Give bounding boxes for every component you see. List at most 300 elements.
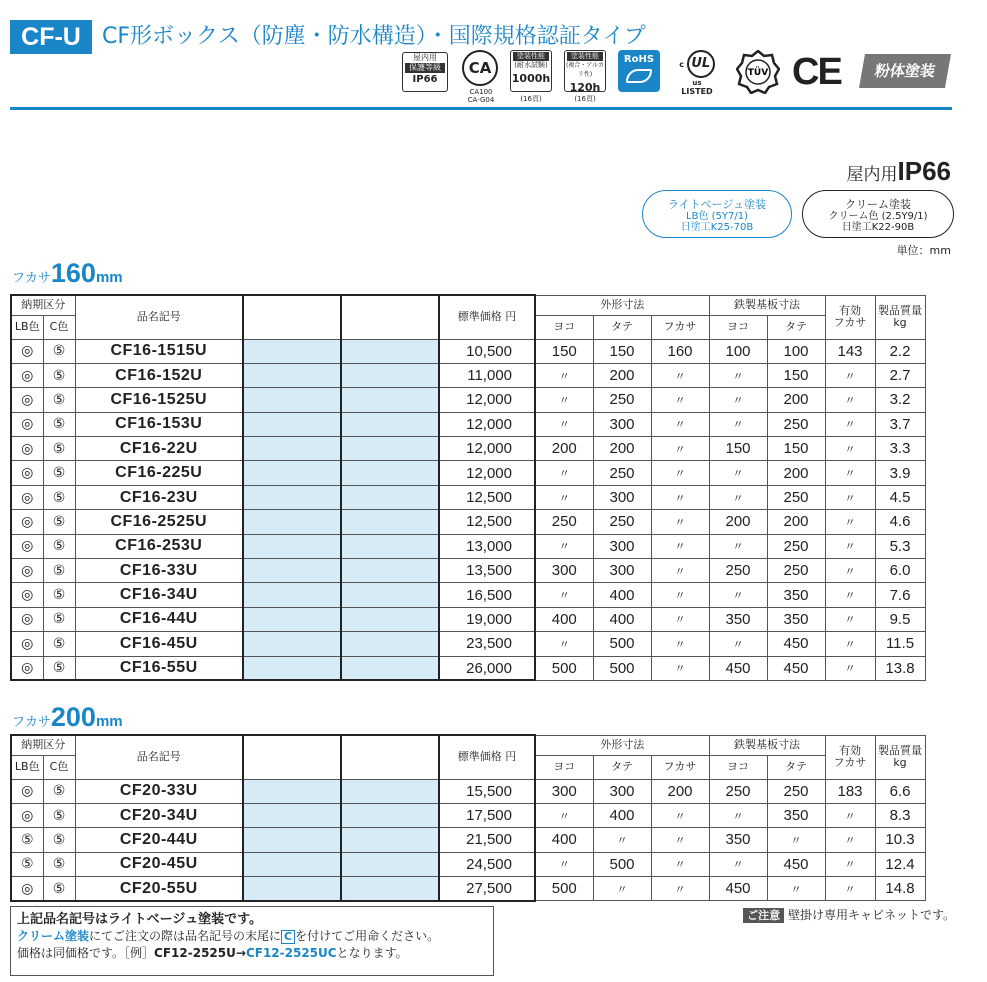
blank-cell xyxy=(341,852,439,876)
header-outer-w: ヨコ xyxy=(535,315,593,339)
header-c-color: C色 xyxy=(43,315,75,339)
note-line2 xyxy=(17,928,487,945)
lb-delivery-cell: ◎ xyxy=(11,583,43,607)
outer-height-cell: 500 xyxy=(593,852,651,876)
price-cell: 24,500 xyxy=(439,852,535,876)
note-line2b: を付けてご用命ください。 xyxy=(295,929,440,943)
outer-width-cell: 250 xyxy=(535,510,593,534)
cream-line1: クリーム色 (2.5Y9/1) xyxy=(828,211,928,222)
plate-width-cell: 450 xyxy=(709,877,767,901)
blank-cell xyxy=(243,534,341,558)
c-delivery-cell: ⑤ xyxy=(43,803,75,827)
spec-table-200 xyxy=(10,734,926,902)
plate-height-cell: 150 xyxy=(767,437,825,461)
note-c-box: C xyxy=(281,930,295,944)
lb-delivery-cell: ◎ xyxy=(11,412,43,436)
lb-line1: LB色 (5Y7/1) xyxy=(686,211,748,222)
effective-depth-cell: 〃 xyxy=(825,510,875,534)
effective-line2: フカサ xyxy=(833,316,867,329)
outer-height-cell: 300 xyxy=(593,485,651,509)
lb-delivery-cell: ◎ xyxy=(11,363,43,387)
blank-cell xyxy=(243,510,341,534)
header-lb-color: LB色 xyxy=(11,315,43,339)
product-code-cell: CF20-55U xyxy=(75,877,243,901)
c-delivery-cell: ⑤ xyxy=(43,363,75,387)
outer-height-cell: 250 xyxy=(593,388,651,412)
outer-width-cell: 300 xyxy=(535,779,593,803)
lb-delivery-cell: ◎ xyxy=(11,437,43,461)
table-row xyxy=(11,852,925,876)
plate-height-cell: 250 xyxy=(767,485,825,509)
plate-height-cell: 〃 xyxy=(767,877,825,901)
lb-delivery-cell: ◎ xyxy=(11,461,43,485)
outer-width-cell: 300 xyxy=(535,559,593,583)
header-delivery: 納期区分 xyxy=(11,295,75,315)
certification-icons xyxy=(392,50,952,104)
header-code: 品名記号 xyxy=(75,735,243,779)
ca-cap1: CA100 xyxy=(469,88,493,96)
c-delivery-cell: ⑤ xyxy=(43,510,75,534)
paint1-value: 1000h xyxy=(511,72,551,85)
ip-rating-label xyxy=(847,156,952,187)
outer-width-cell: 〃 xyxy=(535,412,593,436)
outer-height-cell: 300 xyxy=(593,779,651,803)
blank-cell xyxy=(341,412,439,436)
plate-width-cell: 〃 xyxy=(709,461,767,485)
c-delivery-cell: ⑤ xyxy=(43,828,75,852)
weight-cell: 3.2 xyxy=(875,388,925,412)
note-line1: 上記品名記号はライトベージュ塗装です。 xyxy=(17,912,263,927)
ca-mark-icon: CA xyxy=(462,50,498,86)
spec-table-160 xyxy=(10,294,926,681)
weight-cell: 2.7 xyxy=(875,363,925,387)
c-delivery-cell: ⑤ xyxy=(43,632,75,656)
blank-cell xyxy=(243,363,341,387)
product-code-cell: CF20-33U xyxy=(75,779,243,803)
rohs-icon xyxy=(618,50,660,92)
outer-depth-cell: 〃 xyxy=(651,363,709,387)
header-plate-h: タテ xyxy=(767,315,825,339)
paint2-caption: (16頁) xyxy=(574,95,596,103)
lb-delivery-cell: ◎ xyxy=(11,485,43,509)
blank-cell xyxy=(243,779,341,803)
outer-depth-cell: 〃 xyxy=(651,828,709,852)
table-row xyxy=(11,877,925,901)
c-delivery-cell: ⑤ xyxy=(43,607,75,631)
header-blank-1 xyxy=(243,295,341,339)
header-plate-dims: 鉄製基板寸法 xyxy=(709,735,825,755)
effective-depth-cell: 〃 xyxy=(825,607,875,631)
light-beige-option xyxy=(642,190,792,238)
outer-depth-cell: 〃 xyxy=(651,412,709,436)
lb-delivery-cell: ⑤ xyxy=(11,828,43,852)
plate-width-cell: 350 xyxy=(709,607,767,631)
plate-width-cell: 〃 xyxy=(709,534,767,558)
product-code-cell: CF16-225U xyxy=(75,461,243,485)
sec160-unit: mm xyxy=(95,269,123,286)
blank-cell xyxy=(243,559,341,583)
price-cell: 11,000 xyxy=(439,363,535,387)
outer-height-cell: 400 xyxy=(593,803,651,827)
table-row xyxy=(11,437,925,461)
blank-cell xyxy=(243,485,341,509)
table-row xyxy=(11,339,925,363)
outer-depth-cell: 〃 xyxy=(651,534,709,558)
product-code-cell: CF16-44U xyxy=(75,607,243,631)
effective-depth-cell: 〃 xyxy=(825,412,875,436)
note-line3b: となります。 xyxy=(336,946,408,960)
plate-width-cell: 〃 xyxy=(709,363,767,387)
table-row xyxy=(11,583,925,607)
weight-cell: 4.5 xyxy=(875,485,925,509)
price-cell: 12,000 xyxy=(439,412,535,436)
effective-depth-cell: 〃 xyxy=(825,534,875,558)
blank-cell xyxy=(341,828,439,852)
tuv-label: TÜV xyxy=(747,68,769,78)
table-row xyxy=(11,803,925,827)
lb-delivery-cell: ◎ xyxy=(11,607,43,631)
weight-cell: 8.3 xyxy=(875,803,925,827)
outer-height-cell: 250 xyxy=(593,461,651,485)
price-cell: 10,500 xyxy=(439,339,535,363)
header-plate-w: ヨコ xyxy=(709,315,767,339)
product-code-cell: CF20-45U xyxy=(75,852,243,876)
lb-delivery-cell: ◎ xyxy=(11,877,43,901)
ul-mark: UL xyxy=(687,50,715,78)
weight-cell: 3.3 xyxy=(875,437,925,461)
price-cell: 26,000 xyxy=(439,656,535,680)
table-row xyxy=(11,779,925,803)
blank-cell xyxy=(341,510,439,534)
outer-height-cell: 300 xyxy=(593,534,651,558)
outer-height-cell: 500 xyxy=(593,632,651,656)
header-outer-dims: 外形寸法 xyxy=(535,295,709,315)
price-cell: 12,500 xyxy=(439,510,535,534)
ip-icon-line1: 屋内用 xyxy=(413,53,437,62)
c-delivery-cell: ⑤ xyxy=(43,339,75,363)
blank-cell xyxy=(243,877,341,901)
outer-depth-cell: 〃 xyxy=(651,461,709,485)
outer-depth-cell: 160 xyxy=(651,339,709,363)
effective-depth-cell: 〃 xyxy=(825,363,875,387)
weight-line1: 製品質量 xyxy=(878,744,922,757)
outer-depth-cell: 〃 xyxy=(651,388,709,412)
table-row xyxy=(11,607,925,631)
paint2-line1: 塗装性能 xyxy=(567,52,603,61)
blank-cell xyxy=(243,828,341,852)
blank-cell xyxy=(243,607,341,631)
price-cell: 16,500 xyxy=(439,583,535,607)
price-cell: 15,500 xyxy=(439,779,535,803)
header-outer-dims: 外形寸法 xyxy=(535,735,709,755)
blank-cell xyxy=(341,485,439,509)
outer-height-cell: 400 xyxy=(593,607,651,631)
c-delivery-cell: ⑤ xyxy=(43,412,75,436)
paint-performance-1000h-icon xyxy=(510,50,552,92)
c-delivery-cell: ⑤ xyxy=(43,583,75,607)
effective-depth-cell: 〃 xyxy=(825,803,875,827)
caution-text: 壁掛け専用キャビネットです。 xyxy=(787,908,955,922)
lb-delivery-cell: ◎ xyxy=(11,656,43,680)
plate-height-cell: 200 xyxy=(767,388,825,412)
sec160-label: フカサ xyxy=(12,271,51,286)
powder-coating-badge: 粉体塗装 xyxy=(859,54,951,88)
effective-line1: 有効 xyxy=(839,304,861,317)
sec200-unit: mm xyxy=(95,713,123,730)
ip66-icon xyxy=(402,52,448,92)
blank-cell xyxy=(243,437,341,461)
header-code: 品名記号 xyxy=(75,295,243,339)
notes-box xyxy=(10,906,494,976)
header-price: 標準価格 円 xyxy=(439,295,535,339)
paint2-value: 120h xyxy=(569,81,601,94)
plate-height-cell: 〃 xyxy=(767,828,825,852)
paint1-line2: (耐水試験) xyxy=(514,61,548,69)
outer-width-cell: 500 xyxy=(535,656,593,680)
outer-width-cell: 150 xyxy=(535,339,593,363)
outer-width-cell: 〃 xyxy=(535,852,593,876)
outer-width-cell: 〃 xyxy=(535,534,593,558)
outer-width-cell: 〃 xyxy=(535,461,593,485)
effective-depth-cell: 〃 xyxy=(825,852,875,876)
blank-cell xyxy=(341,437,439,461)
blank-cell xyxy=(341,363,439,387)
lb-delivery-cell: ◎ xyxy=(11,803,43,827)
header-blank-1 xyxy=(243,735,341,779)
product-code-badge: CF-U xyxy=(10,20,92,54)
blank-cell xyxy=(341,877,439,901)
outer-depth-cell: 〃 xyxy=(651,656,709,680)
blank-cell xyxy=(243,656,341,680)
outer-width-cell: 〃 xyxy=(535,632,593,656)
c-delivery-cell: ⑤ xyxy=(43,461,75,485)
outer-width-cell: 〃 xyxy=(535,485,593,509)
outer-height-cell: 300 xyxy=(593,412,651,436)
plate-height-cell: 250 xyxy=(767,412,825,436)
sec160-depth: 160 xyxy=(50,258,96,288)
price-cell: 27,500 xyxy=(439,877,535,901)
c-delivery-cell: ⑤ xyxy=(43,485,75,509)
paint2-line2: (複合・アルカリ性) xyxy=(565,62,605,78)
weight-cell: 10.3 xyxy=(875,828,925,852)
weight-cell: 11.5 xyxy=(875,632,925,656)
lb-delivery-cell: ◎ xyxy=(11,388,43,412)
blank-cell xyxy=(341,632,439,656)
outer-width-cell: 〃 xyxy=(535,388,593,412)
plate-height-cell: 450 xyxy=(767,656,825,680)
outer-height-cell: 200 xyxy=(593,437,651,461)
plate-height-cell: 200 xyxy=(767,510,825,534)
header-delivery: 納期区分 xyxy=(11,735,75,755)
product-code-cell: CF16-2525U xyxy=(75,510,243,534)
sec200-label: フカサ xyxy=(12,715,51,730)
table-row xyxy=(11,656,925,680)
plate-width-cell: 150 xyxy=(709,437,767,461)
plate-width-cell: 450 xyxy=(709,656,767,680)
header-outer-d: フカサ xyxy=(651,755,709,779)
header-blank-2 xyxy=(341,295,439,339)
table-row xyxy=(11,412,925,436)
outer-depth-cell: 〃 xyxy=(651,852,709,876)
lb-delivery-cell: ⑤ xyxy=(11,852,43,876)
ca-mark-caption xyxy=(456,88,506,104)
price-cell: 12,000 xyxy=(439,388,535,412)
outer-depth-cell: 〃 xyxy=(651,437,709,461)
c-delivery-cell: ⑤ xyxy=(43,437,75,461)
product-code-cell: CF16-45U xyxy=(75,632,243,656)
product-code-cell: CF16-1515U xyxy=(75,339,243,363)
outer-height-cell: 200 xyxy=(593,363,651,387)
ul-listed-label: LISTED xyxy=(681,87,713,96)
table-row xyxy=(11,461,925,485)
plate-height-cell: 150 xyxy=(767,363,825,387)
note-example-code-c: CF12-2525UC xyxy=(245,946,337,960)
blank-cell xyxy=(341,534,439,558)
header-blank-2 xyxy=(341,735,439,779)
price-cell: 12,000 xyxy=(439,461,535,485)
blank-cell xyxy=(243,803,341,827)
outer-width-cell: 〃 xyxy=(535,803,593,827)
plate-width-cell: 250 xyxy=(709,559,767,583)
ca-cap2: CA-G04 xyxy=(467,96,495,104)
effective-depth-cell: 〃 xyxy=(825,461,875,485)
note-line3a: 価格は同価格です。［例］ xyxy=(17,946,155,960)
blank-cell xyxy=(341,656,439,680)
note-arrow: → xyxy=(235,946,246,960)
product-code-cell: CF16-34U xyxy=(75,583,243,607)
plate-height-cell: 350 xyxy=(767,607,825,631)
product-code-cell: CF16-152U xyxy=(75,363,243,387)
plate-height-cell: 350 xyxy=(767,583,825,607)
blank-cell xyxy=(341,607,439,631)
tuv-icon xyxy=(736,50,780,94)
c-delivery-cell: ⑤ xyxy=(43,852,75,876)
header-outer-d: フカサ xyxy=(651,315,709,339)
price-cell: 17,500 xyxy=(439,803,535,827)
table-row xyxy=(11,559,925,583)
blank-cell xyxy=(243,388,341,412)
blank-cell xyxy=(243,412,341,436)
header-effective-depth xyxy=(825,295,875,339)
section-title-160 xyxy=(12,258,123,289)
outer-depth-cell: 〃 xyxy=(651,877,709,901)
rohs-label: RoHS xyxy=(623,54,655,65)
outer-depth-cell: 200 xyxy=(651,779,709,803)
cream-option xyxy=(802,190,954,238)
plate-width-cell: 〃 xyxy=(709,803,767,827)
caution-tag: ご注意 xyxy=(743,908,784,923)
plate-height-cell: 250 xyxy=(767,559,825,583)
weight-cell: 9.5 xyxy=(875,607,925,631)
outer-width-cell: 400 xyxy=(535,607,593,631)
outer-depth-cell: 〃 xyxy=(651,803,709,827)
plate-height-cell: 450 xyxy=(767,852,825,876)
effective-depth-cell: 〃 xyxy=(825,559,875,583)
caution-note xyxy=(743,906,955,923)
cream-title: クリーム塗装 xyxy=(845,198,911,211)
outer-width-cell: 400 xyxy=(535,828,593,852)
table-row xyxy=(11,388,925,412)
blank-cell xyxy=(243,632,341,656)
price-cell: 12,500 xyxy=(439,485,535,509)
table-row xyxy=(11,363,925,387)
table-row xyxy=(11,534,925,558)
effective-depth-cell: 〃 xyxy=(825,388,875,412)
effective-depth-cell: 〃 xyxy=(825,656,875,680)
c-delivery-cell: ⑤ xyxy=(43,656,75,680)
lb-delivery-cell: ◎ xyxy=(11,534,43,558)
c-delivery-cell: ⑤ xyxy=(43,779,75,803)
effective-depth-cell: 〃 xyxy=(825,485,875,509)
outer-height-cell: 150 xyxy=(593,339,651,363)
lb-delivery-cell: ◎ xyxy=(11,632,43,656)
lb-title: ライトベージュ塗装 xyxy=(667,198,767,211)
ip-icon-value: IP66 xyxy=(412,74,438,85)
header-weight xyxy=(875,295,925,339)
product-code-cell: CF16-55U xyxy=(75,656,243,680)
ip-icon-line2: 保護等級 xyxy=(405,63,445,73)
plate-height-cell: 350 xyxy=(767,803,825,827)
product-code-cell: CF16-22U xyxy=(75,437,243,461)
plate-height-cell: 200 xyxy=(767,461,825,485)
outer-depth-cell: 〃 xyxy=(651,607,709,631)
paint1-line1: 塗装性能 xyxy=(513,52,549,61)
note-line3 xyxy=(17,945,487,962)
paint-performance-120h-icon xyxy=(564,50,606,92)
note-example-code: CF12-2525U xyxy=(154,946,236,960)
ul-c: c xyxy=(679,60,684,69)
price-cell: 13,500 xyxy=(439,559,535,583)
blank-cell xyxy=(341,461,439,485)
ip-value: IP66 xyxy=(897,156,951,186)
header-divider xyxy=(10,107,952,110)
effective-depth-cell: 〃 xyxy=(825,828,875,852)
header-plate-dims: 鉄製基板寸法 xyxy=(709,295,825,315)
product-code-cell: CF20-44U xyxy=(75,828,243,852)
weight-cell: 5.3 xyxy=(875,534,925,558)
outer-depth-cell: 〃 xyxy=(651,510,709,534)
effective-depth-cell: 143 xyxy=(825,339,875,363)
weight-unit: kg xyxy=(893,756,907,769)
plate-width-cell: 〃 xyxy=(709,852,767,876)
weight-cell: 13.8 xyxy=(875,656,925,680)
blank-cell xyxy=(341,339,439,363)
outer-width-cell: 〃 xyxy=(535,583,593,607)
header-weight xyxy=(875,735,925,779)
ip-prefix: 屋内用 xyxy=(846,165,898,185)
product-code-cell: CF16-253U xyxy=(75,534,243,558)
leaf-icon xyxy=(626,69,652,83)
effective-depth-cell: 〃 xyxy=(825,583,875,607)
c-delivery-cell: ⑤ xyxy=(43,388,75,412)
cream-line2: 日塗工K22-90B xyxy=(841,222,915,233)
plate-width-cell: 〃 xyxy=(709,632,767,656)
table-row xyxy=(11,510,925,534)
plate-width-cell: 〃 xyxy=(709,412,767,436)
outer-width-cell: 500 xyxy=(535,877,593,901)
outer-depth-cell: 〃 xyxy=(651,632,709,656)
table-row xyxy=(11,632,925,656)
sec200-depth: 200 xyxy=(50,702,96,732)
price-cell: 13,000 xyxy=(439,534,535,558)
unit-label: 単位：mm xyxy=(896,244,951,257)
weight-cell: 7.6 xyxy=(875,583,925,607)
blank-cell xyxy=(341,803,439,827)
header-plate-w: ヨコ xyxy=(709,755,767,779)
outer-width-cell: 〃 xyxy=(535,363,593,387)
c-delivery-cell: ⑤ xyxy=(43,534,75,558)
plate-height-cell: 100 xyxy=(767,339,825,363)
